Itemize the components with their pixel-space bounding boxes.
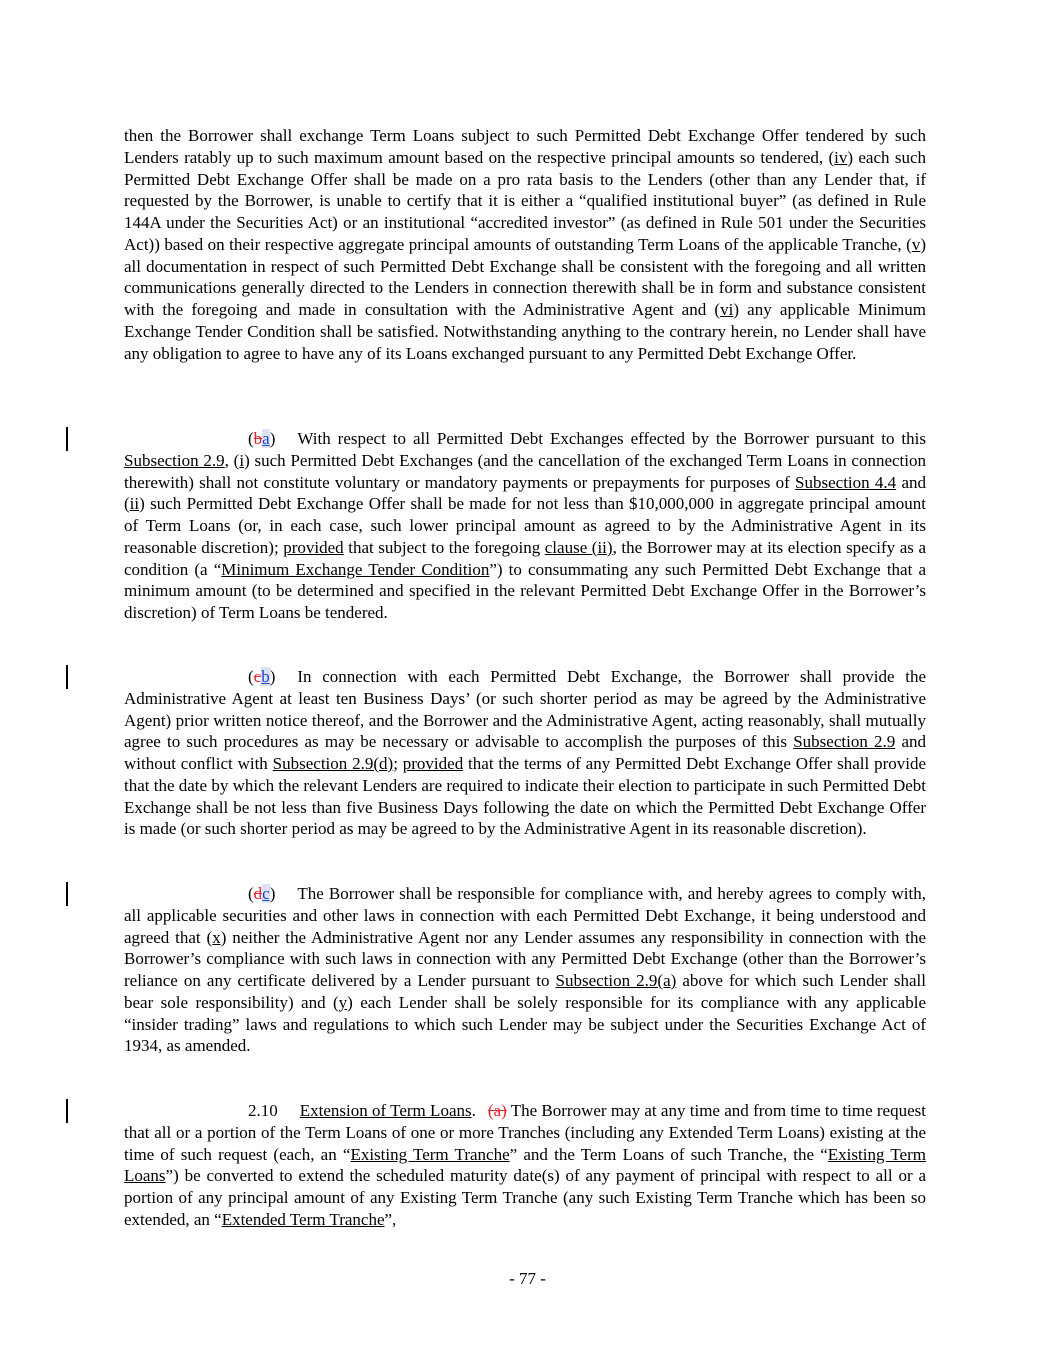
paragraph-c: (dc) The Borrower shall be responsible for compliance with, and hereby agrees to comply with, all applicable securities and other laws in connection with each Permitted Debt Exchange, it being understood and agreed that (x) neither the Administrative Agent nor any Lender assumes any responsibility in connection with the Borrower’s compliance with such laws in connection with any Permitted Debt Exchange (other than the Borrower’s reliance on any certificate delivered by a Lender pursuant to Subsection 2.9(a) above for which such Lender shall bear sole responsibility) and (y) each Lender shall be solely responsible for its compliance with any applicable “insider trading” laws and regulations to which such Lender may be subject under the Securities Exchange Act of 1934, as amended. — [124, 884, 926, 1056]
section-number: 2.10 — [248, 1101, 278, 1120]
roman-numeral: vi — [720, 300, 734, 319]
text: In connection with each Permitted Debt Exchange, the Borrower shall provide the Administrative Agent at least ten Business Days’ (or such shorter period as may be agreed by the Administrative Agent) prior written notice thereof, and the Borrower and the Administrative Agent, acting reasonably, shall mutually agree to such procedures as may be necessary or advisable to accomplish the purposes of this — [124, 667, 926, 752]
page-number: - 77 - — [509, 1269, 546, 1288]
roman-numeral: x — [212, 927, 221, 947]
roman-numeral: v — [911, 234, 921, 254]
change-bar — [66, 427, 68, 451]
roman-numeral: iv — [834, 147, 848, 167]
text: then the Borrower shall exchange Term Loans subject to such Permitted Debt Exchange Offer tendered by such Lenders ratably up to such maximum amount based on the respective principal amounts so tendered, ( — [124, 126, 926, 167]
provided-term: provided — [402, 754, 464, 773]
cross-reference: Subsection 2.9(d) — [272, 754, 394, 773]
change-bar — [66, 665, 68, 689]
provided-term: provided — [283, 537, 344, 557]
section-2-10: 2.10 Extension of Term Loans. (a) The Borrower may at any time and from time to time request that all or a portion of the Term Loans of one or more Tranches (including any Extended Term Loans) existing at the time of such request (each, an “Existing Term Tranche” and the Term Loans of such Tranche, the “Existing Term Loans”) be converted to extend the scheduled maturity date(s) of any payment of principal with respect to all or a portion of any principal amount of any Existing Term Tranche (any such Existing Term Tranche which has been so extended, an “Extended Term Tranche”, — [124, 1101, 926, 1229]
cross-reference: clause (ii) — [544, 537, 613, 557]
change-bar — [66, 882, 68, 906]
text: ) any applicable Minimum Exchange Tender Condition shall be satisfied. Notwithstanding anything to the contrary herein, no Lender shall have any obligation to agree to have any of its Loans exchanged pursuant to any Permitted Debt Exchange Offer. — [124, 300, 926, 363]
cross-reference: Subsection 2.9(a) — [555, 971, 677, 990]
text: ) each such Permitted Debt Exchange Offer shall be made on a pro rata basis to the Lenders (other than any Lender that, if requested by the Borrower, is unable to certify that it is either a “qualified institutional buyer” (as defined in Rule 144A under the Securities Act) or an institutional “accredited investor” (as defined in Rule 501 under the Securities Act)) based on their respective aggregate principal amounts of outstanding Term Loans of the applicable Tranche, ( — [124, 147, 926, 254]
cross-reference: Subsection 2.9 — [793, 732, 896, 752]
text: The Borrower may at any time and from time to time request that all or a portion of the Term Loans of one or more Tranches (including any Extended Term Loans) existing at the time of such request (each, an “ — [124, 1101, 926, 1164]
change-bar — [66, 1099, 68, 1123]
inserted-text: b — [261, 667, 270, 686]
defined-term: Extended Term Tranche — [221, 1209, 385, 1229]
roman-numeral: y — [338, 992, 348, 1012]
cross-reference: Subsection 4.4 — [795, 472, 897, 492]
deleted-text: b — [253, 429, 263, 448]
text: The Borrower shall be responsible for compliance with, and hereby agrees to comply with, all applicable securities and other laws in connection with each Permitted Debt Exchange, it being understood and agreed that ( — [124, 884, 926, 947]
text: ) all documentation in respect of such Permitted Debt Exchange shall be consistent with the foregoing and all written communications generally directed to the Lenders in connection therewith shall be in form and substance consistent with the foregoing and made in consultation with the Administrative Agent and ( — [124, 234, 926, 319]
cross-reference: Subsection 2.9 — [124, 450, 225, 470]
defined-term: Existing Term Loans — [124, 1144, 926, 1186]
deleted-text: c — [253, 667, 262, 686]
defined-term: Minimum Exchange Tender Condition — [221, 559, 490, 579]
inserted-text: c — [262, 884, 270, 903]
defined-term: Existing Term Tranche — [350, 1144, 510, 1164]
deleted-text: (a) — [487, 1101, 507, 1120]
paragraph-b: (cb) In connection with each Permitted Debt Exchange, the Borrower shall provide the Administrative Agent at least ten Business Days’ (or such shorter period as may be agreed by the Administrative Agent) prior written notice thereof, and the Borrower and the Administrative Agent, acting reasonably, shall mutually agree to such procedures as may be necessary or advisable to accomplish the purposes of this Subsection 2.9 and without conflict with Subsection 2.9(d); provided that the terms of any Permitted Debt Exchange Offer shall provide that the date by which the relevant Lenders are required to indicate their election to participate in such Permitted Debt Exchange shall be not less than five Business Days following the date on which the Permitted Debt Exchange Offer is made (or such shorter period as may be agreed to by the Administrative Agent in its reasonable discretion). — [124, 667, 926, 839]
section-heading: Extension of Term Loans — [299, 1101, 472, 1120]
roman-numeral: i — [239, 450, 245, 470]
paragraph-a: (ba) With respect to all Permitted Debt Exchanges effected by the Borrower pursuant to this Subsection 2.9, (i) such Permitted Debt Exchanges (and the cancellation of the exchanged Term Loans in connection therewith) shall not constitute voluntary or mandatory payments or prepayments for purposes of Subsection 4.4 and (ii) such Permitted Debt Exchange Offer shall be made for not less than $10,000,000 in aggregate principal amount of Term Loans (or, in each case, such lower principal amount as agreed to by the Administrative Agent in its reasonable discretion); provided that subject to the foregoing clause (ii), the Borrower may at its election specify as a condition (a “Minimum Exchange Tender Condition”) to consummating any such Permitted Debt Exchange that a minimum amount (to be determined and specified in the relevant Permitted Debt Exchange Offer in the Borrower’s discretion) of Term Loans be tendered. — [124, 429, 927, 622]
inserted-text: a — [262, 429, 270, 448]
deleted-text: d — [253, 884, 263, 903]
paragraph-continuation — [124, 125, 926, 364]
roman-numeral: ii — [129, 494, 140, 514]
text: With respect to all Permitted Debt Exchanges effected by the Borrower pursuant to this — [297, 429, 926, 448]
